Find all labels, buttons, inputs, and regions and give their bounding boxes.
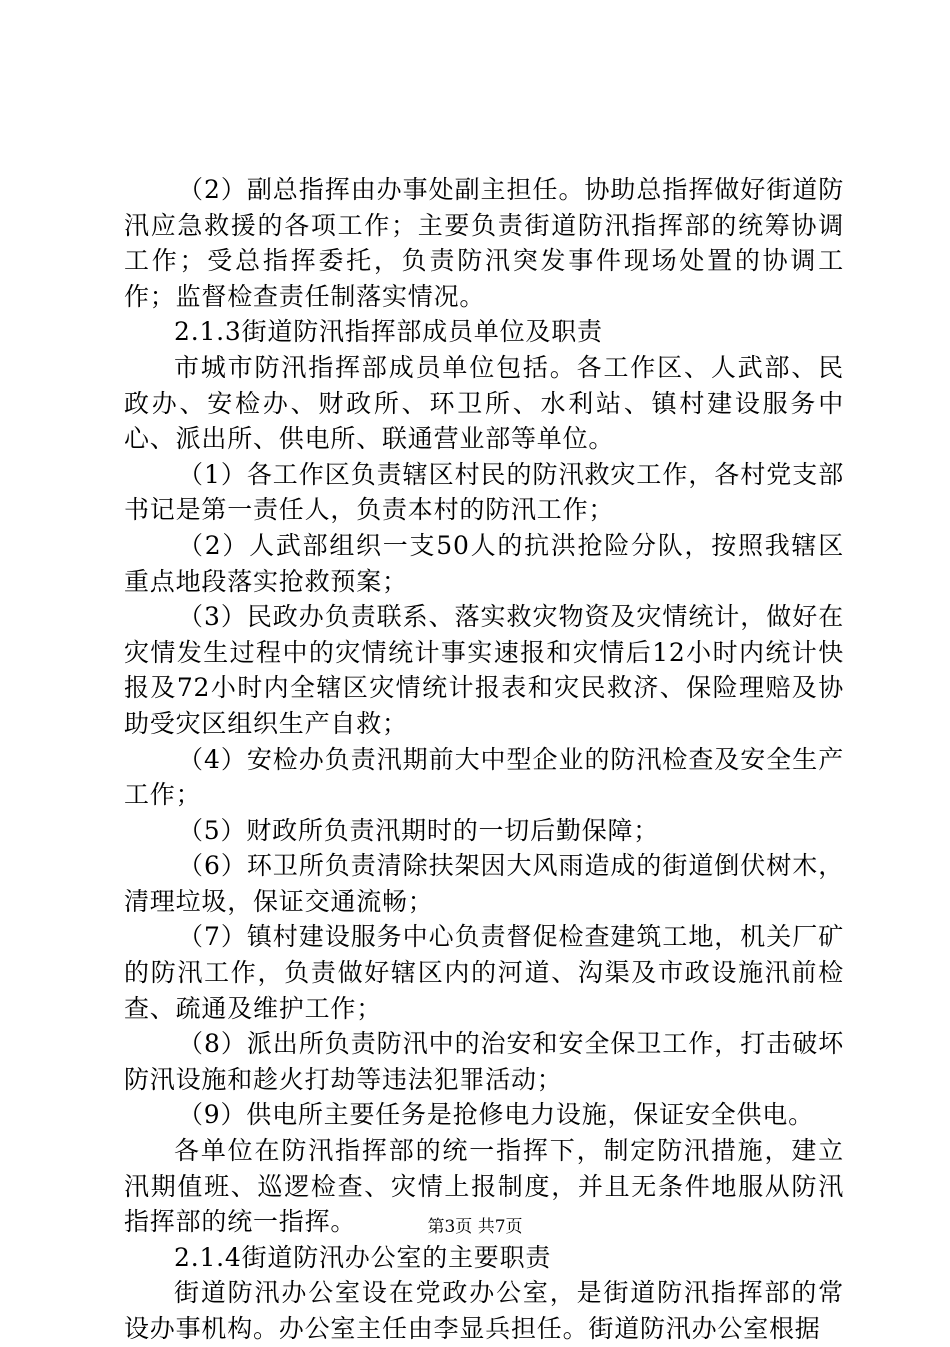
paragraph-item-6: （6）环卫所负责清除扶架因大风雨造成的街道倒伏树木，清理垃圾，保证交通流畅； xyxy=(124,851,844,916)
page-footer: 第3页 共7页 xyxy=(427,1217,523,1237)
document-body xyxy=(124,172,844,1347)
paragraph-item-7: （7）镇村建设服务中心负责督促检查建筑工地，机关厂矿的防汛工作，负责做好辖区内的河道、沟渠及市政设施汛前检查、疏通及维护工作； xyxy=(124,922,844,1023)
section-heading-2-1-4: 2.1.4街道防汛办公室的主要职责 xyxy=(174,1242,552,1272)
paragraph-item-9: （9）供电所主要任务是抢修电力设施，保证安全供电。 xyxy=(178,1100,814,1130)
section-heading-2-1-3: 2.1.3街道防汛指挥部成员单位及职责 xyxy=(174,317,603,347)
paragraph-item-4: （4）安检办负责汛期前大中型企业的防汛检查及安全生产工作； xyxy=(124,744,844,810)
paragraph-item-5: （5）财政所负责汛期时的一切后勤保障； xyxy=(178,815,660,845)
paragraph-item-2: （2）人武部组织一支50人的抗洪抢险分队，按照我辖区重点地段落实抢救预案； xyxy=(124,530,844,596)
paragraph-item-1: （1）各工作区负责辖区村民的防汛救灾工作，各村党支部书记是第一责任人，负责本村的防汛工作； xyxy=(124,459,844,525)
paragraph-unified-command: 各单位在防汛指挥部的统一指挥下，制定防汛措施，建立汛期值班、巡逻检查、灾情上报制度，并且无条件地服从防汛指挥部的统一指挥。 xyxy=(124,1136,844,1237)
paragraph-deputy-commander: （2）副总指挥由办事处副主担任。协助总指挥做好街道防汛应急救援的各项工作；主要负责街道防汛指挥部的统筹协调工作；受总指挥委托，负责防汛突发事件现场处置的协调工作；监督检查责任制落实情况。 xyxy=(124,175,844,311)
paragraph-member-units: 市城市防汛指挥部成员单位包括。各工作区、人武部、民政办、安检办、财政所、环卫所、水利站、镇村建设服务中心、派出所、供电所、联通营业部等单位。 xyxy=(124,352,844,454)
paragraph-item-3: （3）民政办负责联系、落实救灾物资及灾情统计，做好在灾情发生过程中的灾情统计事实速报和灾情后12小时内统计快报及72小时内全辖区灾情统计报表和灾民救济、保险理赔及协助受灾区组织生产自救； xyxy=(124,602,844,738)
paragraph-flood-office: 街道防汛办公室设在党政办公室，是街道防汛指挥部的常设办事机构。办公室主任由李显兵担任。街道防汛办公室根据 xyxy=(124,1278,844,1343)
paragraph-item-8: （8）派出所负责防汛中的治安和安全保卫工作，打击破坏防汛设施和趁火打劫等违法犯罪活动； xyxy=(124,1029,844,1094)
